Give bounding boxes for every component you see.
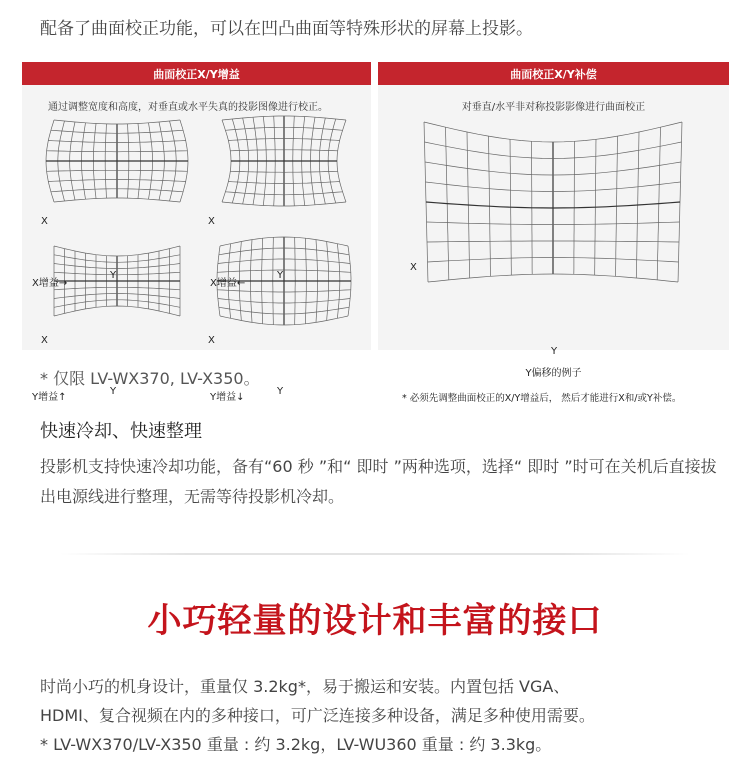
curve-gain-diagrams [22,62,371,350]
grid-y-offset [424,122,682,282]
y-gain-down-label: Y增益↓ [210,392,245,403]
x-gain-left-label: X增益← [210,278,246,289]
curve-offset-diagram [378,62,729,350]
axis-y-label: Y [110,386,117,397]
axis-y-label: Y [551,346,558,357]
design-line: HDMI、复合视频在内的多种接口，可广泛连接多种设备，满足多种使用需要。 [40,706,595,725]
cooling-heading: 快速冷却、快速整理 [40,421,202,442]
axis-y-label: Y [277,386,284,397]
design-title: 小巧轻量的设计和丰富的接口 [147,601,603,641]
curve-offset-header: 曲面校正X/Y补偿 [378,62,729,85]
y-gain-up-label: Y增益↑ [32,392,67,403]
grid-x-gain-left [222,116,346,206]
axis-x-label: X [208,335,215,346]
y-offset-caption: Y偏移的例子 [525,368,582,379]
axis-x-label: X [410,262,417,273]
axis-x-label: X [41,335,48,346]
axis-x-label: X [208,216,215,227]
x-gain-right-label: X增益→ [32,278,68,289]
design-body [40,672,730,759]
curve-gain-header: 曲面校正X/Y增益 [22,62,371,85]
axis-y-label: Y [277,270,284,281]
curve-gain-description: 通过调整宽度和高度，对垂直或水平失真的投影图像进行校正。 [48,102,328,113]
offset-footnote: * 必须先调整曲面校正的X/Y增益后， 然后才能进行X和/或Y补偿。 [402,393,682,404]
design-line: * LV-WX370/LV-X350 重量 : 约 3.2kg，LV-WU360 重量 : 约 3.3kg。 [40,735,552,754]
curve-offset-panel [378,62,729,404]
intro-text: 配备了曲面校正功能，可以在凹凸曲面等特殊形状的屏幕上投影。 [40,19,533,39]
design-line: 时尚小巧的机身设计，重量仅 3.2kg*，易于搬运和安装。内置包括 VGA、 [40,677,570,696]
grid-y-gain-up [54,246,180,316]
model-limit-note: * 仅限 LV-WX370, LV-X350。 [40,369,260,388]
cooling-body: 投影机支持快速冷却功能，备有“60 秒 ”和“ 即时 ”两种选项，选择“ 即时 ”时可在关机后直接拔出电源线进行整理，无需等待投影机冷却。 [40,457,717,506]
curve-offset-description: 对垂直/水平非对称投影影像进行曲面校正 [461,102,646,113]
axis-x-label: X [41,216,48,227]
section-divider [60,553,690,555]
axis-y-label: Y [110,270,117,281]
grid-x-gain-right [46,120,188,202]
